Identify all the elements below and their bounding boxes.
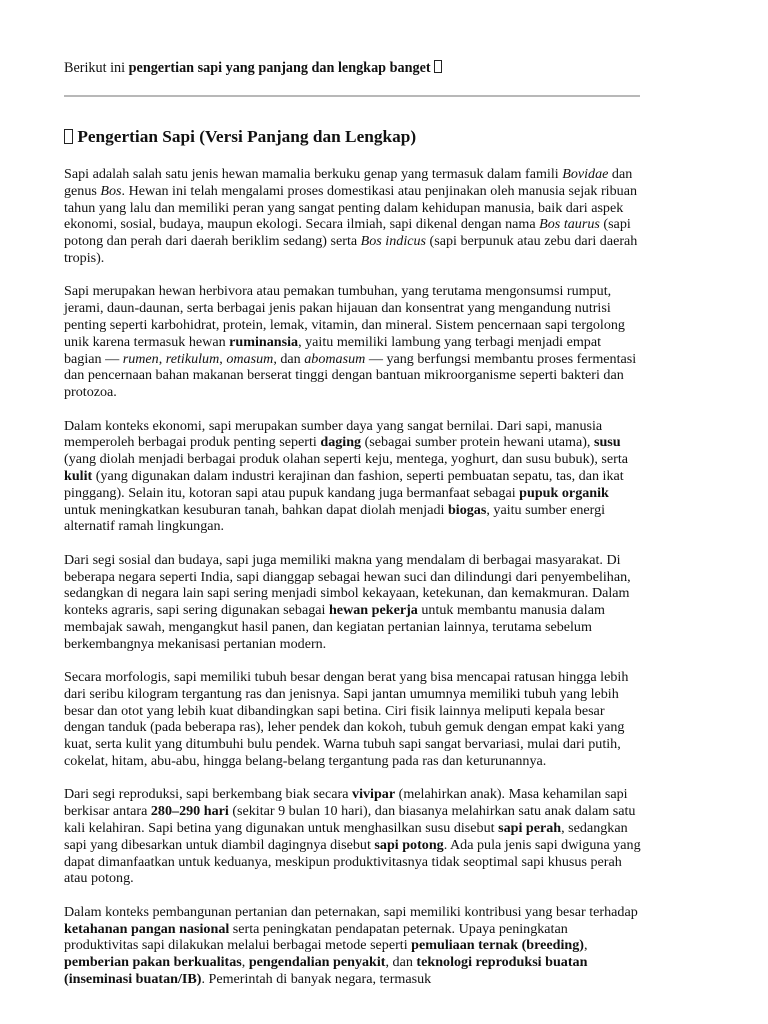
- bold-term: pengendalian penyakit: [248, 954, 386, 971]
- paragraph: [64, 283, 642, 401]
- paragraph: [64, 166, 642, 267]
- paragraph: [64, 904, 642, 988]
- bold-term: hewan pekerja: [328, 602, 418, 619]
- bold-term: pemberian pakan berkualitas: [64, 954, 242, 971]
- text-run: (yang diolah menjadi berbagai produk olahan seperti keju, mentega, yoghurt, dan susu bubuk), serta: [64, 451, 628, 468]
- text-run: ,: [219, 350, 227, 367]
- italic-term: abomasum: [304, 350, 366, 367]
- bold-term: sapi perah: [498, 820, 562, 837]
- text-run: . Pemerintah di banyak negara, termasuk: [201, 971, 432, 988]
- text-run: ,: [241, 954, 249, 971]
- bold-term: teknologi reproduksi buatan (inseminasi buatan/IB): [64, 954, 588, 988]
- text-run: Sapi adalah salah satu jenis hewan mamalia berkuku genap yang termasuk dalam famili: [64, 166, 563, 182]
- text-run: untuk membantu manusia dalam membajak sawah, mengangkut hasil panen, dan kegiatan pertanian lainnya, terutama sebelum berkembangnya mekanisasi pertanian modern.: [64, 602, 605, 652]
- bold-term: pupuk organik: [519, 484, 609, 501]
- bold-term: ketahanan pangan nasional: [64, 920, 230, 937]
- section-heading: [64, 126, 642, 148]
- text-run: , sedangkan sapi yang dibesarkan untuk diambil dagingnya disebut: [64, 820, 628, 853]
- paragraph: [64, 552, 642, 653]
- intro-line: [64, 58, 642, 78]
- text-run: dan genus: [64, 166, 633, 199]
- italic-term: Bos: [100, 182, 122, 199]
- text-run: serta peningkatan pendapatan peternak. Upaya peningkatan produktivitas sapi dilakukan melalui berbagai metode seperti: [64, 920, 568, 954]
- text-run: . Ada pula jenis sapi dwiguna yang dapat dimanfaatkan untuk keduanya, meskipun produktivitasnya tidak seoptimal sapi khusus perah atau potong.: [64, 836, 641, 887]
- bold-term: kulit: [64, 467, 93, 484]
- text-run: Dari segi sosial dan budaya, sapi juga memiliki makna yang mendalam di berbagai masyarakat. Di beberapa negara seperti India, sapi dianggap sebagai hewan suci dan dilindungi dari penyembelihan, sedangkan di negara lain sapi sering menjadi simbol kekayaan, ketekunan, dan kemakmuran. Dalam konteks agraris, sapi sering digunakan sebagai: [64, 551, 631, 619]
- italic-term: Bos indicus: [360, 233, 427, 250]
- paragraph: [64, 418, 642, 536]
- italic-term: retikulum: [165, 350, 220, 367]
- italic-term: Bos taurus: [539, 216, 600, 233]
- text-run: , dan: [385, 954, 417, 971]
- italic-term: omasum: [226, 350, 274, 367]
- bold-term: susu: [593, 434, 621, 451]
- text-run: , yaitu memiliki lambung yang terbagi menjadi empat bagian —: [64, 333, 602, 367]
- bold-term: pemuliaan ternak (breeding): [411, 937, 584, 954]
- text-run: , yaitu sumber energi alternatif ramah lingkungan.: [64, 501, 606, 535]
- text-run: Secara morfologis, sapi memiliki tubuh besar dengan berat yang bisa mencapai ratusan hingga lebih dari seribu kilogram tergantung ras dan jenisnya. Sapi jantan umumnya memiliki tubuh yang lebih besar dan otot yang lebih kuat dibandingkan sapi betina. Ciri fisik lainnya meliputi kepala besar dengan tanduk (pada beberapa ras), leher pendek dan kokoh, tubuh gemuk dengan empat kaki yang kuat, serta kulit yang ditumbuhi bulu pendek. Warna tubuh sapi sangat bervariasi, mulai dari putih, cokelat, hitam, abu-abu, hingga belang-belang tergantung pada ras dan keturunannya.: [64, 669, 629, 770]
- missing-glyph-icon: [434, 60, 442, 73]
- bold-term: biogas: [447, 501, 487, 518]
- paragraph: [64, 669, 642, 770]
- document-page: [64, 58, 642, 1004]
- text-run: Dalam konteks pembangunan pertanian dan peternakan, sapi memiliki kontribusi yang besar terhadap: [64, 903, 638, 920]
- text-run: Dari segi reproduksi, sapi berkembang biak secara: [64, 786, 353, 803]
- bold-term: sapi potong: [374, 836, 444, 853]
- bold-term: daging: [320, 434, 362, 451]
- horizontal-rule: [64, 95, 640, 97]
- text-run: ,: [583, 937, 588, 954]
- text-run: ,: [158, 350, 166, 367]
- bold-term: vivipar: [352, 786, 396, 803]
- text-run: (yang digunakan dalam industri kerajinan dan fashion, seperti pembuatan sepatu, tas, dan ikat pinggang). Selain itu, kotoran sapi atau pupuk kandang juga bermanfaat sebagai: [64, 467, 624, 501]
- intro-bold-text: pengertian sapi yang panjang dan lengkap banget: [128, 60, 431, 76]
- intro-prefix: Berikut ini: [64, 60, 129, 76]
- text-run: (melahirkan anak). Masa kehamilan sapi berkisar antara: [64, 786, 628, 820]
- bold-term: 280–290 hari: [150, 803, 229, 820]
- article-body: [64, 166, 642, 988]
- text-run: (sapi berpunuk atau zebu dari daerah tropis).: [64, 233, 638, 266]
- text-run: , dan: [273, 350, 305, 367]
- heading-text: Pengertian Sapi (Versi Panjang dan Lengkap): [77, 127, 417, 146]
- text-run: Dalam konteks ekonomi, sapi merupakan sumber daya yang sangat bernilai. Dari sapi, manusia memperoleh berbagai produk penting seperti: [64, 417, 603, 451]
- italic-term: rumen: [122, 350, 159, 367]
- text-run: — yang berfungsi membantu proses fermentasi dan pencernaan bahan makanan berserat tinggi dengan bantuan mikroorganisme seperti bakteri dan protozoa.: [64, 350, 637, 401]
- paragraph: [64, 786, 642, 887]
- bold-term: ruminansia: [229, 333, 299, 350]
- text-run: (sapi potong dan perah dari daerah beriklim sedang) serta: [64, 216, 631, 250]
- italic-term: Bovidae: [562, 166, 609, 182]
- missing-glyph-icon: [64, 129, 73, 144]
- text-run: (sekitar 9 bulan 10 hari), dan biasanya melahirkan satu anak dalam satu kali kelahiran. Sapi betina yang digunakan untuk menghasilkan susu disebut: [64, 803, 636, 837]
- text-run: . Hewan ini telah mengalami proses domestikasi atau penjinakan oleh manusia sejak ribuan tahun yang lalu dan memiliki peran yang sangat penting dalam kehidupan manusia, baik dari aspek ekonomi, sosial, budaya, maupun ekologi. Secara ilmiah, sapi dikenal dengan nama: [64, 182, 637, 233]
- text-run: (sebagai sumber protein hewani utama),: [361, 434, 594, 451]
- text-run: untuk meningkatkan kesuburan tanah, bahkan dapat diolah menjadi: [64, 501, 448, 518]
- text-run: Sapi merupakan hewan herbivora atau pemakan tumbuhan, yang terutama mengonsumsi rumput, jerami, daun-daunan, serta berbagai jenis pakan hijauan dan konsentrat yang mengandung nutrisi penting seperti karbohidrat, protein, lemak, vitamin, dan mineral. Sistem pencernaan sapi tergolong unik karena termasuk hewan: [64, 283, 625, 350]
